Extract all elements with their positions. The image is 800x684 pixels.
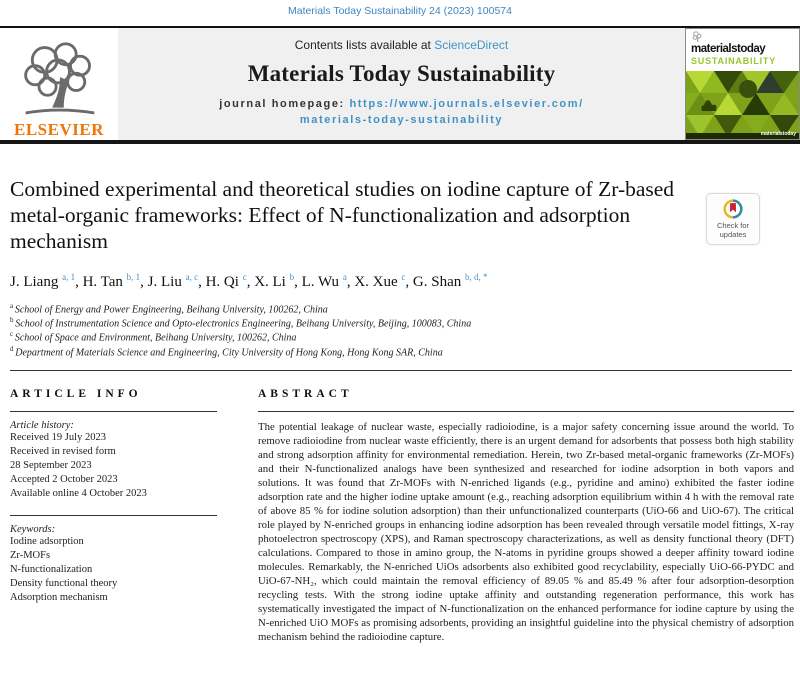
elsevier-tree-icon [16, 39, 102, 121]
journal-citation-line: Materials Today Sustainability 24 (2023) 100574 [288, 5, 512, 17]
masthead-divider [0, 140, 800, 144]
keywords-label: Keywords: [10, 523, 56, 535]
author: G. Shan $^{b, d, *}$ [412, 271, 488, 290]
author: H. Tan $^{b, 1}$ [82, 271, 141, 290]
author: L. Wu $^a$ [301, 271, 347, 290]
keywords-rule [10, 515, 217, 516]
keyword: Adsorption mechanism [10, 591, 108, 603]
elsevier-logo [0, 28, 118, 140]
homepage-label: journal homepage: [219, 97, 345, 110]
article-head [0, 176, 800, 644]
cover-artwork [686, 71, 799, 139]
keywords-lines [10, 535, 258, 605]
article-info-rule [10, 411, 217, 412]
abstract-text: The potential leakage of nuclear waste, especially radioiodine, is a major safety concerning issue around the world. To remove radioiodine from nuclear waste efficiently, there is an urgent demand for adsorbents that possess both high stability and strong adsorption affinity for environmental remediation. Herein, two Zr-based metal-organic frameworks (Zr-MOFs) and their N-functionalized analogs have been synthesized and researched for iodine adsorption in both vapors and solutions. It was found that Zr-MOFs with N-enriched ligands (e.g., pyridine and amino) exhibited the faster iodine adsorption rate and the higher iodine uptake amount (e.g., reaching adsorption equilibrium within 4 h with the removal rate of above 85 % for iodine solution adsorption) than their unfunctionalized counterparts (UiO-66 and UiO-67). The critical role played by N-enriched groups in enhancing iodine adsorption has been revealed through versatile model fittings, X-ray photoelectron spectroscopy (XPS), and Raman spectroscopy characterizations, as well as density functional theory (DFT) calculations. Compared to those in amino group, the N-atoms in pyridine groups showed a deeper affinity toward iodine molecules. Remarkably, the N-enriched UiOs adsorbents also exhibited good recyclability, especially UiO-66-PYDC and UiO-67-NH₂, which could maintain the removal efficiency of 89.05 % and 85.49 % after four adsorption-desorption recycling tests. With the strong iodine uptake affinity and outstanding regeneration performance, this work has systematically investigated the impact of N-functionalization on the enhanced performance for iodine capture by using the N-enriched UiO MOFs as promising adsorbents, providing an insightful guideline into the physical chemistry of adsorption mechanism behind the radioiodine capture. [258, 420, 794, 644]
head-divider-rule [10, 370, 792, 371]
history-line: Received in revised form [10, 445, 116, 457]
journal-title: Materials Today Sustainability [247, 60, 556, 86]
contents-line [295, 38, 508, 52]
author: J. Liu $^{a, c}$ [147, 271, 199, 290]
author: H. Qi $^c$ [205, 271, 247, 290]
cover-brand: materialstoday [691, 43, 766, 55]
journal-banner [118, 28, 685, 140]
affiliation: $^d$ Department of Materials Science and Engineering, City University of Hong Kong, Hong Kong SAR, China [10, 344, 443, 358]
homepage-url-line1[interactable]: https://www.journals.elsevier.com/ [349, 97, 584, 110]
article-title: Combined experimental and theoretical studies on iodine capture of Zr-based metal-organic frameworks: Effect of N-functionalization and adsorption mechanism [10, 177, 675, 254]
keyword: Iodine adsorption [10, 535, 84, 547]
article-info-header: ARTICLE INFO [10, 387, 142, 400]
abstract-column [258, 388, 794, 645]
affiliation: $^a$ School of Energy and Power Engineering, Beihang University, 100262, China [10, 301, 328, 315]
affiliation: $^b$ School of Instrumentation Science and Opto-electronics Engineering, Beihang University, Beijing, 100083, China [10, 315, 472, 330]
keyword: Density functional theory [10, 577, 118, 589]
author-list: J. Liang $^{a, 1}$, H. Tan $^{b, 1}$, J. Liu $^{a, c}$, H. Qi $^c$, X. Li $^b$, L. Wu $^a$, X. Xue $^c$, G. Shan $^{b, d, *}$ [10, 271, 488, 290]
article-history-label: Article history: [10, 419, 74, 431]
contents-text: Contents lists available at [294, 37, 431, 52]
article-info-column [10, 388, 258, 645]
elsevier-wordmark: ELSEVIER [14, 120, 104, 139]
affiliation: $^c$ School of Space and Environment, Beihang University, 100262, China [10, 330, 297, 344]
check-for-updates-badge[interactable] [706, 193, 760, 245]
cover-elsevier-mark-icon [692, 31, 702, 43]
journal-homepage [219, 97, 584, 129]
article-history-lines [10, 431, 258, 501]
masthead [0, 26, 800, 140]
abstract-rule [258, 411, 794, 412]
sciencedirect-link[interactable]: ScienceDirect [434, 37, 509, 52]
cover-mosaic-icon [686, 71, 799, 139]
author: X. Xue $^c$ [354, 271, 406, 290]
history-line: Accepted 2 October 2023 [10, 473, 118, 485]
history-line: 28 September 2023 [10, 459, 92, 471]
journal-cover-thumbnail [685, 28, 800, 140]
abstract-header: ABSTRACT [258, 387, 353, 400]
cover-footer-brand: materialstoday [760, 131, 796, 137]
keyword: Zr-MOFs [10, 549, 51, 561]
cover-header [686, 29, 799, 71]
crossmark-icon [723, 199, 743, 219]
info-abstract-columns [10, 388, 792, 645]
check-for-updates-label: Check for updates [716, 221, 750, 239]
cover-subtitle: SUSTAINABILITY [691, 56, 777, 66]
homepage-url-line2[interactable]: materials-today-sustainability [299, 113, 504, 126]
history-line: Available online 4 October 2023 [10, 487, 147, 499]
affiliation-list [10, 302, 792, 359]
author: J. Liang $^{a, 1}$ [10, 271, 76, 290]
keyword: N-functionalization [10, 563, 93, 575]
history-line: Received 19 July 2023 [10, 431, 106, 443]
author: X. Li $^b$ [254, 271, 295, 290]
